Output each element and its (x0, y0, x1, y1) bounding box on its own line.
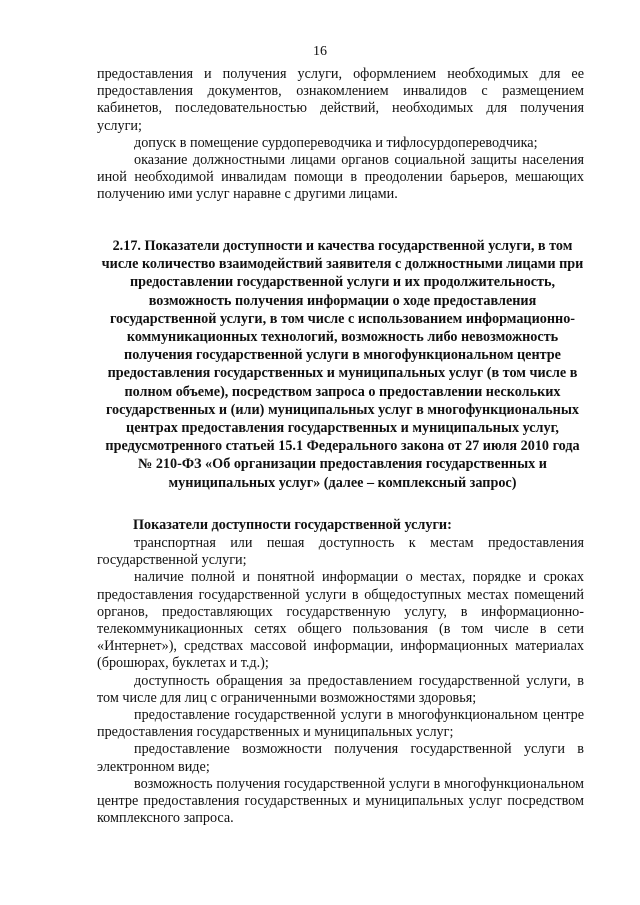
indicator-paragraph-4: предоставление государственной услуги в многофункциональном центре предоставления государственных и муниципальных услуг; (97, 707, 584, 741)
intro-text (97, 66, 584, 204)
page-number: 16 (313, 44, 327, 59)
intro-paragraph-2: допуск в помещение сурдопереводчика и тифлосурдопереводчика; (134, 134, 538, 151)
indicators-subheading: Показатели доступности государственной услуги: (133, 517, 452, 533)
intro-paragraph-1: предоставления и получения услуги, оформлением необходимых для ее предоставления документов, ознакомлением инвалидов с размещением кабинетов, последовательностью действий, необходимых для получения услуги; (97, 66, 584, 134)
indicator-paragraph-6: возможность получения государственной услуги в многофункциональном центре предоставления государственных и муниципальных услуг посредством комплексного запроса. (97, 775, 584, 827)
indicator-paragraph-5: предоставление возможности получения государственной услуги в электронном виде; (97, 741, 584, 775)
indicator-paragraph-2: наличие полной и понятной информации о местах, порядке и сроках предоставления государственной услуги в общедоступных местах помещений органов, предоставляющих государственную услугу, в информационно-телекоммуникационных сетях общего пользования (в том числе в сети «Интернет»), средствах массовой информации, информационных материалах (брошюрах, буклетах и т.д.); (97, 569, 584, 672)
intro-paragraph-3: оказание должностными лицами органов социальной защиты населения иной необходимой инвалидам помощи в преодолении барьеров, мешающих получению ими услуг наравне с другими лицами. (97, 152, 584, 203)
indicator-paragraph-3: доступность обращения за предоставлением государственной услуги, в том числе для лиц с ограниченными возможностями здоровья; (97, 672, 584, 706)
section-heading: 2.17. Показатели доступности и качества государственной услуги, в том числе количество взаимодействий заявителя с должностными лицами при предоставлении государственной услуги и их продолжительность, возможность получения информации о ходе предоставления государственной услуги, в том числе с использованием информационно-коммуникационных технологий, возможность либо невозможность получения государственной услуги в многофункциональном центре предоставления государственных и муниципальных услуг (в том числе в полном объеме), посредством запроса о предоставлении нескольких государственных и (или) муниципальных услуг в многофункциональных центрах предоставления государственных и муниципальных услуг, предусмотренного статьей 15.1 Федерального закона от 27 июля 2010 года № 210-ФЗ «Об организации предоставления государственных и муниципальных услуг» (далее – комплексный запрос) (101, 238, 584, 491)
indicator-paragraph-1: транспортная или пешая доступность к местам предоставления государственной услуги; (97, 535, 584, 569)
indicators-list (97, 535, 584, 827)
